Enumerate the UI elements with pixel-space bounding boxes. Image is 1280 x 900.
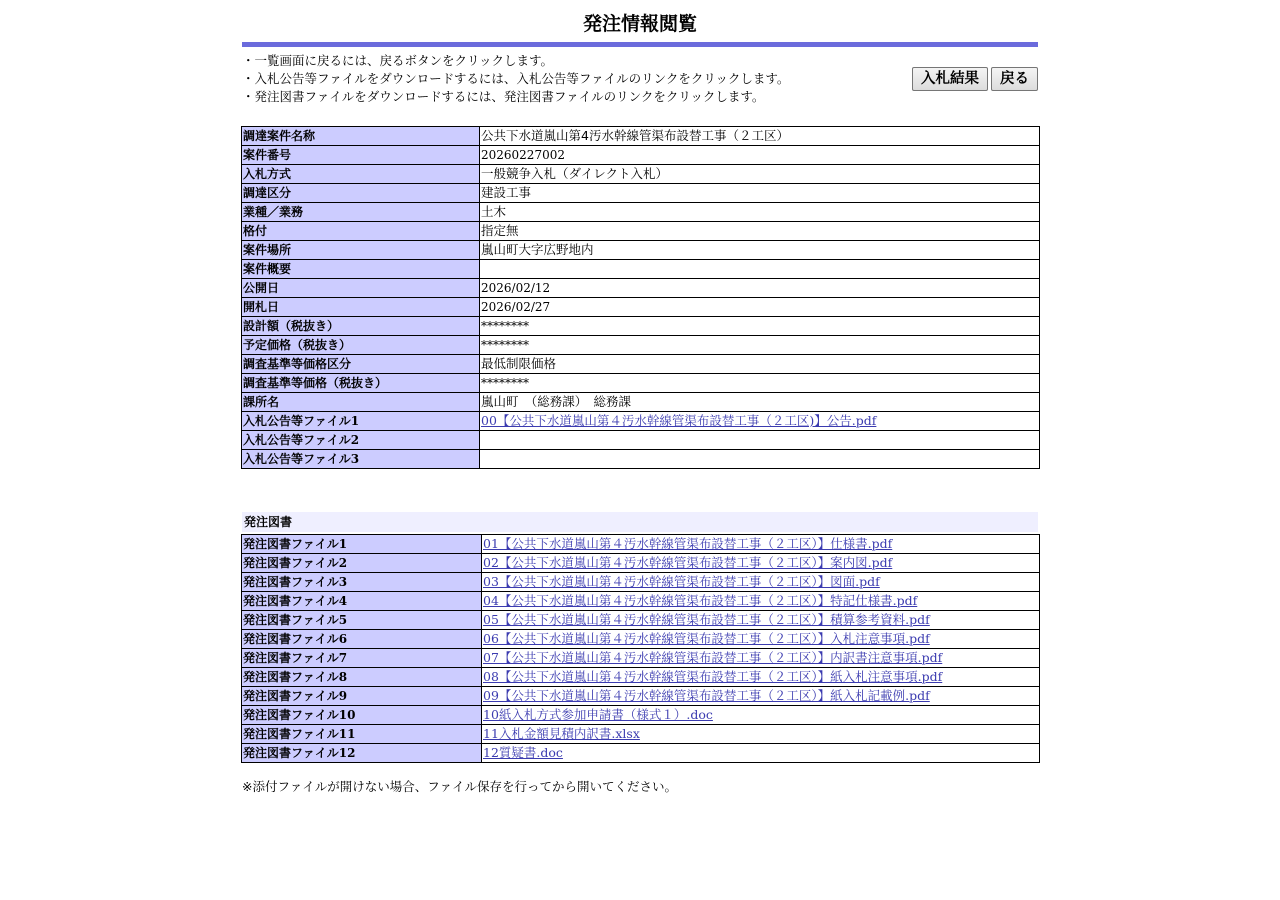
info-row xyxy=(242,450,1040,469)
info-value: 2026/02/12 xyxy=(480,279,1040,298)
info-value: 一般競争入札（ダイレクト入札） xyxy=(480,165,1040,184)
info-row xyxy=(242,241,1040,260)
info-value: 最低制限価格 xyxy=(480,355,1040,374)
drawing-label: 発注図書ファイル4 xyxy=(242,592,482,611)
info-label: 開札日 xyxy=(242,298,480,317)
notice-file-cell xyxy=(480,450,1040,469)
drawing-file-cell xyxy=(482,706,1040,725)
drawings-section-title: 発注図書 xyxy=(242,512,1038,532)
info-row xyxy=(242,431,1040,450)
info-value: 建設工事 xyxy=(480,184,1040,203)
drawing-label: 発注図書ファイル2 xyxy=(242,554,482,573)
notice-file-cell xyxy=(480,412,1040,431)
info-value: 20260227002 xyxy=(480,146,1040,165)
info-row xyxy=(242,279,1040,298)
info-value: ******** xyxy=(480,317,1040,336)
info-value: ******** xyxy=(480,336,1040,355)
drawing-row xyxy=(242,706,1040,725)
drawing-row xyxy=(242,668,1040,687)
info-label: 入札方式 xyxy=(242,165,480,184)
drawing-row xyxy=(242,535,1040,554)
drawing-file-cell xyxy=(482,725,1040,744)
drawing-file-link[interactable]: 12質疑書.doc xyxy=(483,745,563,760)
drawing-file-cell xyxy=(482,573,1040,592)
instructions xyxy=(242,52,902,106)
drawing-file-cell xyxy=(482,630,1040,649)
info-row xyxy=(242,146,1040,165)
info-label: 格付 xyxy=(242,222,480,241)
notice-file-cell xyxy=(480,431,1040,450)
drawing-label: 発注図書ファイル11 xyxy=(242,725,482,744)
drawing-file-cell xyxy=(482,649,1040,668)
back-button[interactable]: 戻る xyxy=(991,67,1038,91)
info-label: 調査基準等価格区分 xyxy=(242,355,480,374)
info-label: 業種／業務 xyxy=(242,203,480,222)
instruction-back: ・一覧画面に戻るには、戻るボタンをクリックします。 xyxy=(242,53,554,68)
info-row xyxy=(242,355,1040,374)
drawing-row xyxy=(242,725,1040,744)
drawing-file-link[interactable]: 03【公共下水道嵐山第４汚水幹線管渠布設替工事（２工区）】図面.pdf xyxy=(483,574,880,589)
notice-file-link[interactable]: 00【公共下水道嵐山第４汚水幹線管渠布設替工事（２工区)】公告.pdf xyxy=(481,413,877,428)
info-row xyxy=(242,127,1040,146)
drawing-file-cell xyxy=(482,687,1040,706)
drawing-file-link[interactable]: 04【公共下水道嵐山第４汚水幹線管渠布設替工事（２工区）】特記仕様書.pdf xyxy=(483,593,918,608)
drawing-file-link[interactable]: 07【公共下水道嵐山第４汚水幹線管渠布設替工事（２工区）】内訳書注意事項.pdf xyxy=(483,650,943,665)
info-value: 土木 xyxy=(480,203,1040,222)
drawing-row xyxy=(242,630,1040,649)
drawing-file-link[interactable]: 09【公共下水道嵐山第４汚水幹線管渠布設替工事（２工区）】紙入札記載例.pdf xyxy=(483,688,930,703)
info-value: 嵐山町 （総務課） 総務課 xyxy=(480,393,1040,412)
drawing-file-cell xyxy=(482,668,1040,687)
info-label: 入札公告等ファイル3 xyxy=(242,450,480,469)
info-row xyxy=(242,165,1040,184)
drawing-file-link[interactable]: 02【公共下水道嵐山第４汚水幹線管渠布設替工事（２工区）】案内図.pdf xyxy=(483,555,893,570)
drawing-label: 発注図書ファイル7 xyxy=(242,649,482,668)
drawing-label: 発注図書ファイル1 xyxy=(242,535,482,554)
info-value: ******** xyxy=(480,374,1040,393)
info-row xyxy=(242,336,1040,355)
drawing-file-cell xyxy=(482,592,1040,611)
info-row xyxy=(242,203,1040,222)
drawing-label: 発注図書ファイル5 xyxy=(242,611,482,630)
info-label: 公開日 xyxy=(242,279,480,298)
info-label: 入札公告等ファイル2 xyxy=(242,431,480,450)
title-divider xyxy=(242,42,1038,47)
drawing-label: 発注図書ファイル10 xyxy=(242,706,482,725)
drawing-row xyxy=(242,744,1040,763)
drawing-row xyxy=(242,554,1040,573)
info-row xyxy=(242,393,1040,412)
drawing-row xyxy=(242,687,1040,706)
drawing-file-link[interactable]: 01【公共下水道嵐山第４汚水幹線管渠布設替工事（２工区）】仕様書.pdf xyxy=(483,536,893,551)
info-label: 調査基準等価格（税抜き） xyxy=(242,374,480,393)
instruction-notice-files: ・入札公告等ファイルをダウンロードするには、入札公告等ファイルのリンクをクリックします。 xyxy=(242,71,790,86)
drawing-file-cell xyxy=(482,611,1040,630)
instruction-drawing-files: ・発注図書ファイルをダウンロードするには、発注図書ファイルのリンクをクリックします。 xyxy=(242,89,765,104)
info-row xyxy=(242,184,1040,203)
drawing-file-link[interactable]: 06【公共下水道嵐山第４汚水幹線管渠布設替工事（２工区）】入札注意事項.pdf xyxy=(483,631,930,646)
info-label: 調達区分 xyxy=(242,184,480,203)
drawing-file-cell xyxy=(482,554,1040,573)
attachment-footnote: ※添付ファイルが開けない場合、ファイル保存を行ってから開いてください。 xyxy=(242,779,677,794)
info-row xyxy=(242,317,1040,336)
drawing-row xyxy=(242,592,1040,611)
info-row xyxy=(242,374,1040,393)
info-row xyxy=(242,260,1040,279)
bid-result-button[interactable]: 入札結果 xyxy=(912,67,988,91)
drawing-label: 発注図書ファイル6 xyxy=(242,630,482,649)
info-row xyxy=(242,222,1040,241)
info-label: 入札公告等ファイル1 xyxy=(242,412,480,431)
info-value: 公共下水道嵐山第4汚水幹線管渠布設替工事（２工区） xyxy=(480,127,1040,146)
drawing-label: 発注図書ファイル12 xyxy=(242,744,482,763)
drawings-table xyxy=(241,534,1040,763)
drawing-row xyxy=(242,611,1040,630)
info-label: 課所名 xyxy=(242,393,480,412)
drawing-file-link[interactable]: 11入札金額見積内訳書.xlsx xyxy=(483,726,640,741)
drawing-file-link[interactable]: 05【公共下水道嵐山第４汚水幹線管渠布設替工事（２工区）】積算参考資料.pdf xyxy=(483,612,930,627)
procurement-info-table xyxy=(241,126,1040,469)
drawing-label: 発注図書ファイル8 xyxy=(242,668,482,687)
drawing-row xyxy=(242,573,1040,592)
info-label: 予定価格（税抜き） xyxy=(242,336,480,355)
info-label: 案件番号 xyxy=(242,146,480,165)
info-label: 設計額（税抜き） xyxy=(242,317,480,336)
action-buttons xyxy=(912,67,1039,91)
info-label: 案件概要 xyxy=(242,260,480,279)
drawing-file-link[interactable]: 08【公共下水道嵐山第４汚水幹線管渠布設替工事（２工区）】紙入札注意事項.pdf xyxy=(483,669,943,684)
info-value: 2026/02/27 xyxy=(480,298,1040,317)
info-value: 指定無 xyxy=(480,222,1040,241)
info-row xyxy=(242,298,1040,317)
drawing-label: 発注図書ファイル3 xyxy=(242,573,482,592)
info-row xyxy=(242,412,1040,431)
info-value: 嵐山町大字広野地内 xyxy=(480,241,1040,260)
drawing-row xyxy=(242,649,1040,668)
info-label: 案件場所 xyxy=(242,241,480,260)
drawing-file-cell xyxy=(482,535,1040,554)
page-title: 発注情報閲覧 xyxy=(582,13,697,35)
drawing-file-link[interactable]: 10紙入札方式参加申請書（様式１）.doc xyxy=(483,707,713,722)
info-value xyxy=(480,260,1040,279)
drawing-label: 発注図書ファイル9 xyxy=(242,687,482,706)
drawing-file-cell xyxy=(482,744,1040,763)
info-label: 調達案件名称 xyxy=(242,127,480,146)
